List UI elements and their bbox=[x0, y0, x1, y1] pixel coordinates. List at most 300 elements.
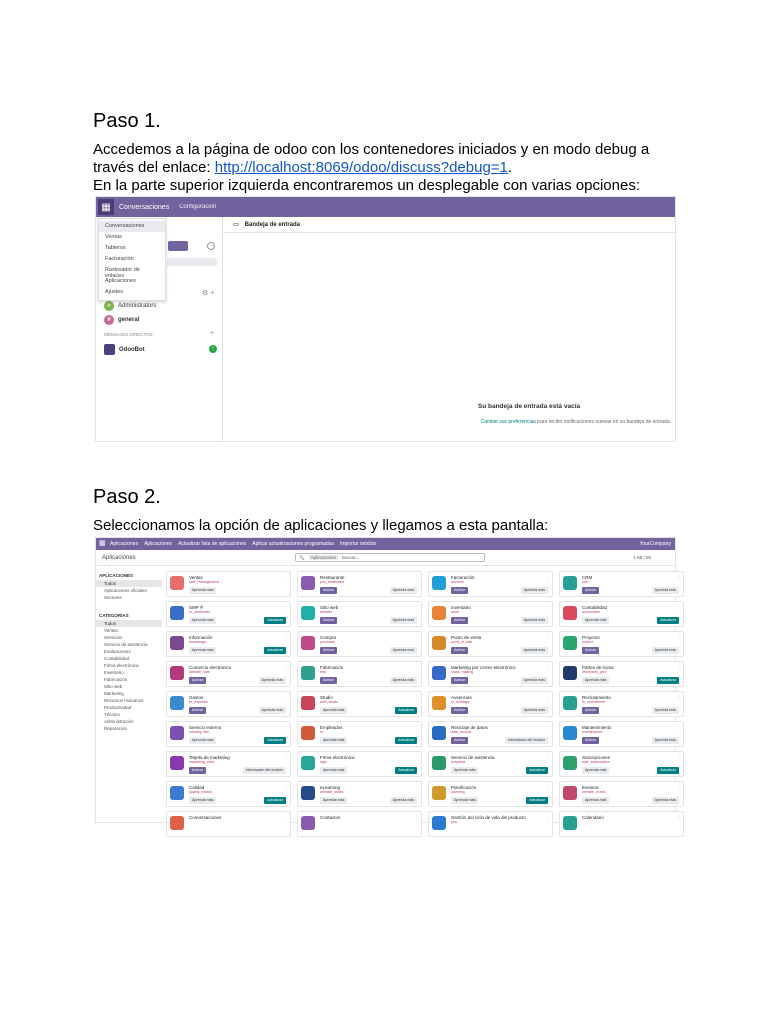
app-icon bbox=[563, 606, 577, 620]
app-card[interactable] bbox=[559, 661, 684, 687]
app-menu-icon[interactable]: ⋮ bbox=[415, 814, 419, 819]
dropdown-item[interactable]: Conversaciones bbox=[99, 221, 165, 232]
app-icon bbox=[301, 816, 315, 830]
side-item-category[interactable]: Reparación bbox=[104, 726, 128, 731]
app-learn-more-button[interactable]: Aprenda más bbox=[451, 767, 478, 774]
app-learn-more-button[interactable]: Aprenda más bbox=[582, 767, 609, 774]
company-name[interactable]: YourCompany bbox=[639, 541, 671, 547]
app-learn-more-button[interactable]: Aprenda más bbox=[652, 707, 679, 714]
app-technical-name: account bbox=[451, 580, 464, 584]
app-update-button[interactable]: Actualizar bbox=[657, 617, 679, 624]
app-learn-more-button[interactable]: Aprenda más bbox=[582, 617, 609, 624]
app-card[interactable] bbox=[428, 721, 553, 747]
app-activate-button[interactable]: Activar bbox=[320, 647, 337, 654]
inbox-header bbox=[223, 217, 675, 233]
app-card[interactable] bbox=[428, 691, 553, 717]
dropdown-item[interactable]: Rastreador de enlaces bbox=[105, 267, 140, 279]
top-navbar bbox=[96, 197, 675, 217]
start-button[interactable] bbox=[168, 241, 188, 251]
app-name: Reclutamiento bbox=[582, 695, 611, 700]
search-facet[interactable]: Aplicaciones bbox=[310, 555, 336, 560]
app-card[interactable] bbox=[166, 721, 291, 747]
app-icon bbox=[432, 726, 446, 740]
app-card[interactable] bbox=[297, 661, 422, 687]
more-icon[interactable]: ··· bbox=[208, 243, 214, 249]
app-activate-button[interactable]: Activar bbox=[582, 737, 599, 744]
search-icon: 🔍 bbox=[299, 554, 305, 560]
app-name: Proyecto bbox=[582, 635, 600, 640]
app-learn-more-button[interactable]: Aprenda más bbox=[652, 647, 679, 654]
app-update-button[interactable]: Actualizar bbox=[526, 767, 548, 774]
app-technical-name: purchase bbox=[320, 640, 335, 644]
app-icon bbox=[301, 726, 315, 740]
app-card[interactable] bbox=[297, 781, 422, 807]
app-activate-button[interactable]: Activar bbox=[189, 677, 206, 684]
step2-heading: Paso 2. bbox=[93, 486, 161, 508]
side-item-category[interactable]: Todos bbox=[96, 620, 162, 627]
app-update-button[interactable]: Actualizar bbox=[264, 647, 286, 654]
app-name: Suscripciones bbox=[582, 755, 611, 760]
app-menu-icon[interactable]: ⋮ bbox=[415, 724, 419, 729]
app-update-button[interactable]: Actualizar bbox=[264, 737, 286, 744]
apps-menu-icon[interactable]: ▦ bbox=[99, 540, 106, 547]
app-menu-icon[interactable]: ⋮ bbox=[415, 634, 419, 639]
app-update-button[interactable]: Actualizar bbox=[395, 767, 417, 774]
dropdown-item[interactable]: Tableros bbox=[105, 245, 126, 251]
app-learn-more-button[interactable]: Aprenda más bbox=[259, 707, 286, 714]
channel-item[interactable] bbox=[104, 315, 139, 325]
add-chat-icon[interactable]: + bbox=[210, 330, 215, 337]
app-learn-more-button[interactable]: Aprenda más bbox=[189, 737, 216, 744]
app-learn-more-button[interactable]: Aprenda más bbox=[390, 797, 417, 804]
app-name: Calidad bbox=[189, 785, 205, 790]
apps-sidebar bbox=[96, 567, 162, 822]
app-update-button[interactable]: Actualizar bbox=[395, 707, 417, 714]
app-icon bbox=[170, 756, 184, 770]
nav-item[interactable]: Importar módulo bbox=[339, 541, 377, 547]
app-card[interactable] bbox=[297, 751, 422, 777]
step1-text-end: . bbox=[507, 159, 513, 176]
app-icon bbox=[432, 666, 446, 680]
dropdown-item[interactable]: Ventas bbox=[105, 234, 122, 240]
step2-paragraph: Seleccionamos la opción de aplicaciones y llegamos a esta pantalla: bbox=[93, 517, 549, 534]
app-name: Gastos bbox=[189, 695, 204, 700]
apps-grid bbox=[166, 571, 681, 837]
app-card[interactable] bbox=[166, 601, 291, 627]
app-update-button[interactable]: Actualizar bbox=[395, 737, 417, 744]
app-card[interactable] bbox=[428, 571, 553, 597]
pager[interactable]: 1-55 / 55 bbox=[633, 555, 651, 560]
app-name: Facturación bbox=[451, 575, 475, 580]
app-icon bbox=[563, 636, 577, 650]
app-info-button[interactable]: Información del módulo bbox=[505, 737, 548, 744]
app-name: Servicio externo bbox=[189, 725, 222, 730]
hash-icon: # bbox=[104, 301, 114, 311]
app-activate-button[interactable]: Activar bbox=[320, 587, 337, 594]
channel-tools-icon[interactable]: ⚙ + bbox=[202, 290, 215, 297]
nav-item[interactable]: Aplicaciones bbox=[144, 541, 173, 547]
app-activate-button[interactable]: Activar bbox=[582, 587, 599, 594]
app-card[interactable] bbox=[559, 631, 684, 657]
app-menu-icon[interactable]: ⋮ bbox=[284, 724, 288, 729]
app-activate-button[interactable]: Activar bbox=[451, 617, 468, 624]
side-item-category[interactable]: Servicio de asistencia bbox=[104, 642, 148, 647]
app-icon bbox=[563, 816, 577, 830]
app-learn-more-button[interactable]: Aprenda más bbox=[320, 737, 347, 744]
app-icon bbox=[432, 576, 446, 590]
app-menu-icon[interactable]: ⋮ bbox=[546, 784, 550, 789]
app-activate-button[interactable]: Activar bbox=[451, 677, 468, 684]
app-update-button[interactable]: Actualizar bbox=[657, 677, 679, 684]
dropdown-item[interactable]: Ajustes bbox=[105, 289, 124, 295]
app-update-button[interactable]: Actualizar bbox=[526, 797, 548, 804]
app-activate-button[interactable]: Activar bbox=[451, 587, 468, 594]
app-learn-more-button[interactable]: Aprenda más bbox=[521, 707, 548, 714]
app-technical-name: point_of_sale bbox=[451, 640, 473, 644]
app-menu-icon[interactable]: ⋮ bbox=[415, 694, 419, 699]
app-icon bbox=[301, 576, 315, 590]
side-item-category[interactable]: Sitio web bbox=[104, 684, 123, 689]
side-header-categories: CATEGORÍAS bbox=[99, 613, 129, 618]
app-learn-more-button[interactable]: Aprenda más bbox=[521, 647, 548, 654]
app-icon bbox=[563, 696, 577, 710]
nav-item[interactable]: Aplicaciones bbox=[110, 541, 139, 547]
side-item-category[interactable]: Firma electrónica bbox=[104, 663, 139, 668]
app-menu-icon[interactable]: ⋮ bbox=[415, 574, 419, 579]
app-technical-name: website bbox=[320, 610, 333, 614]
app-update-button[interactable]: Actualizar bbox=[264, 617, 286, 624]
search-input[interactable] bbox=[295, 553, 485, 562]
app-name: Ausencias bbox=[451, 695, 472, 700]
app-menu-icon[interactable]: ⋮ bbox=[284, 784, 288, 789]
chat-item[interactable] bbox=[104, 344, 145, 355]
side-item[interactable]: Todos bbox=[96, 580, 162, 587]
app-name: Studio bbox=[320, 695, 333, 700]
side-item-category[interactable]: Ventas bbox=[104, 628, 118, 633]
app-card[interactable] bbox=[297, 601, 422, 627]
app-activate-button[interactable]: Activar bbox=[189, 707, 206, 714]
app-icon bbox=[301, 636, 315, 650]
app-menu-icon[interactable]: ⋮ bbox=[546, 694, 550, 699]
app-icon bbox=[170, 786, 184, 800]
app-technical-name: pos_restaurant bbox=[320, 580, 344, 584]
app-name: Fabricación bbox=[320, 665, 344, 670]
side-item-category[interactable]: Técnico bbox=[104, 712, 120, 717]
app-technical-name: hr bbox=[320, 730, 324, 734]
app-icon bbox=[170, 606, 184, 620]
app-card[interactable] bbox=[297, 721, 422, 747]
nav-title[interactable]: Conversaciones bbox=[119, 203, 170, 211]
app-learn-more-button[interactable]: Aprenda más bbox=[189, 587, 216, 594]
app-learn-more-button[interactable]: Aprenda más bbox=[521, 677, 548, 684]
app-learn-more-button[interactable]: Aprenda más bbox=[652, 587, 679, 594]
app-menu-icon[interactable]: ⋮ bbox=[677, 634, 681, 639]
app-menu-icon[interactable]: ⋮ bbox=[677, 754, 681, 759]
app-icon bbox=[432, 636, 446, 650]
app-technical-name: plm bbox=[451, 820, 457, 824]
bot-name: OdooBot bbox=[119, 346, 145, 353]
app-menu-icon[interactable]: ⋮ bbox=[546, 814, 550, 819]
app-card[interactable] bbox=[297, 811, 422, 837]
app-learn-more-button[interactable]: Aprenda más bbox=[451, 797, 478, 804]
apps-dropdown bbox=[98, 218, 166, 301]
app-learn-more-button[interactable]: Aprenda más bbox=[521, 617, 548, 624]
app-menu-icon[interactable]: ⋮ bbox=[415, 784, 419, 789]
app-card[interactable] bbox=[559, 721, 684, 747]
app-name: Tarjeta de marketing bbox=[189, 755, 230, 760]
app-card[interactable] bbox=[559, 751, 684, 777]
app-menu-icon[interactable]: ⋮ bbox=[677, 694, 681, 699]
step1-paragraph bbox=[93, 141, 693, 177]
app-name: Reciclaje de datos bbox=[451, 725, 488, 730]
app-name: Firma electrónica bbox=[320, 755, 355, 760]
app-update-button[interactable]: Actualizar bbox=[264, 797, 286, 804]
app-technical-name: hr_recruitment bbox=[582, 700, 606, 704]
app-card[interactable] bbox=[166, 811, 291, 837]
app-card[interactable] bbox=[428, 601, 553, 627]
app-card[interactable] bbox=[166, 781, 291, 807]
app-learn-more-button[interactable]: Aprenda más bbox=[521, 587, 548, 594]
app-menu-icon[interactable]: ⋮ bbox=[677, 814, 681, 819]
app-card[interactable] bbox=[297, 691, 422, 717]
app-learn-more-button[interactable]: Aprenda más bbox=[390, 587, 417, 594]
app-technical-name: mrp bbox=[320, 670, 327, 674]
empty-inbox-title: Su bandeja de entrada está vacía bbox=[477, 403, 581, 410]
app-menu-icon[interactable]: ⋮ bbox=[284, 664, 288, 669]
app-learn-more-button[interactable]: Aprenda más bbox=[189, 647, 216, 654]
search-placeholder: Buscar... bbox=[341, 555, 360, 560]
app-technical-name: stock bbox=[451, 610, 460, 614]
app-learn-more-button[interactable]: Aprenda más bbox=[390, 617, 417, 624]
app-icon bbox=[301, 756, 315, 770]
app-name: Ventas bbox=[189, 575, 203, 580]
app-card[interactable] bbox=[166, 691, 291, 717]
app-icon bbox=[432, 786, 446, 800]
app-learn-more-button[interactable]: Aprenda más bbox=[320, 707, 347, 714]
app-activate-button[interactable]: Activar bbox=[451, 737, 468, 744]
app-technical-name: accountant bbox=[582, 610, 600, 614]
side-item[interactable]: Sectores bbox=[104, 595, 122, 600]
app-technical-name: website_slides bbox=[320, 790, 344, 794]
app-menu-icon[interactable]: ⋮ bbox=[284, 634, 288, 639]
app-menu-icon[interactable]: ⋮ bbox=[415, 604, 419, 609]
app-activate-button[interactable]: Activar bbox=[451, 647, 468, 654]
app-technical-name: hr_expense bbox=[189, 700, 208, 704]
app-menu-icon[interactable]: ⋮ bbox=[546, 604, 550, 609]
app-menu-icon[interactable]: ⋮ bbox=[546, 574, 550, 579]
app-name: Inventario bbox=[451, 605, 471, 610]
app-learn-more-button[interactable]: Aprenda más bbox=[390, 647, 417, 654]
app-menu-icon[interactable]: ⋮ bbox=[677, 724, 681, 729]
app-learn-more-button[interactable]: Aprenda más bbox=[390, 677, 417, 684]
app-menu-icon[interactable]: ⋮ bbox=[677, 784, 681, 789]
app-name: Eventos bbox=[582, 785, 599, 790]
dropdown-item[interactable]: Facturación bbox=[105, 256, 134, 262]
debug-link[interactable]: http://localhost:8069/odoo/discuss?debug=1 bbox=[214, 159, 508, 176]
app-activate-button[interactable]: Activar bbox=[189, 767, 206, 774]
app-card[interactable] bbox=[559, 811, 684, 837]
apps-menu-icon[interactable]: ▦ bbox=[98, 199, 114, 215]
app-icon bbox=[170, 666, 184, 680]
app-card[interactable] bbox=[428, 751, 553, 777]
app-name: Contactos bbox=[320, 815, 341, 820]
app-learn-more-button[interactable]: Aprenda más bbox=[259, 677, 286, 684]
unread-badge: ! bbox=[209, 345, 217, 353]
apps-navbar bbox=[96, 538, 675, 550]
nav-item[interactable]: Actualizar lista de aplicaciones bbox=[178, 541, 247, 547]
app-technical-name: planning bbox=[451, 790, 465, 794]
app-card[interactable] bbox=[428, 781, 553, 807]
app-learn-more-button[interactable]: Aprenda más bbox=[189, 617, 216, 624]
app-name: SMP ® bbox=[189, 605, 204, 610]
app-learn-more-button[interactable]: Aprenda más bbox=[582, 797, 609, 804]
app-technical-name: timesheet_grid bbox=[582, 670, 606, 674]
channel-item[interactable] bbox=[104, 301, 156, 311]
app-name: eLearning bbox=[320, 785, 341, 790]
app-update-button[interactable]: Actualizar bbox=[657, 767, 679, 774]
side-item-category[interactable]: Inventario bbox=[104, 670, 124, 675]
side-item-category[interactable]: Servicios bbox=[104, 635, 123, 640]
app-menu-icon[interactable]: ⋮ bbox=[677, 664, 681, 669]
app-menu-icon[interactable]: ⋮ bbox=[546, 754, 550, 759]
app-name: Restaurante bbox=[320, 575, 345, 580]
app-menu-icon[interactable]: ⋮ bbox=[546, 664, 550, 669]
app-icon bbox=[432, 816, 446, 830]
side-item-category[interactable]: Recursos Humanos bbox=[104, 698, 144, 703]
side-item-category[interactable]: Evaluaciones bbox=[104, 649, 131, 654]
app-card[interactable] bbox=[428, 631, 553, 657]
app-card[interactable] bbox=[559, 601, 684, 627]
app-menu-icon[interactable]: ⋮ bbox=[415, 754, 419, 759]
app-technical-name: knowledge bbox=[189, 640, 207, 644]
app-technical-name: sale_management bbox=[189, 580, 219, 584]
app-icon bbox=[563, 726, 577, 740]
nav-item[interactable]: Aplicar actualizaciones programadas bbox=[252, 541, 334, 547]
app-name: Marketing por correo electrónico bbox=[451, 665, 516, 670]
step1-heading: Paso 1. bbox=[93, 110, 161, 132]
app-learn-more-button[interactable]: Aprenda más bbox=[189, 797, 216, 804]
app-icon bbox=[301, 606, 315, 620]
app-card[interactable] bbox=[559, 691, 684, 717]
side-item[interactable]: Aplicaciones oficiales bbox=[104, 588, 147, 593]
app-technical-name: maintenance bbox=[582, 730, 603, 734]
app-technical-name: marketing_card bbox=[189, 760, 214, 764]
control-panel bbox=[96, 550, 675, 566]
nav-config[interactable]: Configuración bbox=[179, 204, 217, 210]
app-technical-name: crm bbox=[582, 580, 588, 584]
app-menu-icon[interactable]: ⋮ bbox=[677, 604, 681, 609]
screenshot-discuss bbox=[95, 196, 676, 442]
app-name: Punto de venta bbox=[451, 635, 482, 640]
side-item-category[interactable]: Marketing bbox=[104, 691, 124, 696]
app-icon bbox=[432, 606, 446, 620]
app-name: Partes de horas bbox=[582, 665, 614, 670]
app-menu-icon[interactable]: ⋮ bbox=[284, 694, 288, 699]
app-technical-name: sign bbox=[320, 760, 327, 764]
app-menu-icon[interactable]: ⋮ bbox=[546, 634, 550, 639]
sidebar-selected-row bbox=[167, 258, 217, 266]
app-name: CRM bbox=[582, 575, 593, 580]
side-item-category[interactable]: Contabilidad bbox=[104, 656, 130, 661]
app-icon bbox=[170, 576, 184, 590]
app-card[interactable] bbox=[559, 571, 684, 597]
category-list bbox=[96, 620, 162, 732]
side-item-category[interactable]: Productividad bbox=[104, 705, 132, 710]
app-activate-button[interactable]: Activar bbox=[320, 677, 337, 684]
app-name: Contabilidad bbox=[582, 605, 608, 610]
app-technical-name: industry_fsm bbox=[189, 730, 210, 734]
step1-text: Accedemos a la página de odoo con los contenedores iniciados y en modo debug a través del enlace: bbox=[93, 141, 650, 176]
app-name: Gestión del ciclo de vida del producto bbox=[451, 815, 526, 820]
app-name: Servicio de asistencia bbox=[451, 755, 495, 760]
empty-inbox-hint: Cambie sus preferencias para recibir notificaciones nuevas en su bandeja de entrada. bbox=[480, 419, 671, 425]
app-card[interactable] bbox=[297, 631, 422, 657]
app-learn-more-button[interactable]: Aprenda más bbox=[582, 677, 609, 684]
app-card[interactable] bbox=[166, 631, 291, 657]
app-name: Conversaciones bbox=[189, 815, 222, 820]
app-activate-button[interactable]: Activar bbox=[582, 647, 599, 654]
app-menu-icon[interactable]: ⋮ bbox=[415, 664, 419, 669]
app-activate-button[interactable]: Activar bbox=[320, 617, 337, 624]
app-learn-more-button[interactable]: Aprenda más bbox=[652, 797, 679, 804]
app-info-button[interactable]: Información del módulo bbox=[243, 767, 286, 774]
app-menu-icon[interactable]: ⋮ bbox=[284, 604, 288, 609]
direct-messages-header: MENSAJES DIRECTOS bbox=[104, 332, 153, 337]
app-activate-button[interactable]: Activar bbox=[451, 707, 468, 714]
app-technical-name: hr_workorder bbox=[189, 610, 211, 614]
app-technical-name: website_event bbox=[582, 790, 605, 794]
app-activate-button[interactable]: Activar bbox=[582, 707, 599, 714]
inbox-panel bbox=[222, 217, 675, 441]
app-technical-name: hr_holidays bbox=[451, 700, 470, 704]
app-icon bbox=[563, 666, 577, 680]
app-card[interactable] bbox=[166, 661, 291, 687]
app-card[interactable] bbox=[166, 751, 291, 777]
dropdown-item[interactable]: Aplicaciones bbox=[105, 278, 136, 284]
app-icon bbox=[563, 756, 577, 770]
hash-icon: # bbox=[104, 315, 114, 325]
app-name: Compra bbox=[320, 635, 337, 640]
side-item-category[interactable]: Fabricación bbox=[104, 677, 128, 682]
app-menu-icon[interactable]: ⋮ bbox=[284, 754, 288, 759]
preferences-link[interactable]: Cambie sus preferencias bbox=[480, 419, 536, 425]
screenshot-apps bbox=[95, 537, 681, 824]
app-learn-more-button[interactable]: Aprenda más bbox=[652, 737, 679, 744]
app-menu-icon[interactable]: ⋮ bbox=[284, 574, 288, 579]
app-technical-name: sale_subscription bbox=[582, 760, 610, 764]
side-header-apps: APLICACIONES bbox=[99, 573, 134, 578]
app-icon bbox=[170, 696, 184, 710]
app-menu-icon[interactable]: ⋮ bbox=[284, 814, 288, 819]
app-menu-icon[interactable]: ⋮ bbox=[546, 724, 550, 729]
app-card[interactable] bbox=[559, 781, 684, 807]
app-name: Calendario bbox=[582, 815, 604, 820]
app-technical-name: quality_control bbox=[189, 790, 213, 794]
app-technical-name: helpdesk bbox=[451, 760, 466, 764]
app-card[interactable] bbox=[428, 811, 553, 837]
app-icon bbox=[170, 726, 184, 740]
side-item-category[interactable]: Administración bbox=[104, 719, 134, 724]
app-learn-more-button[interactable]: Aprenda más bbox=[320, 797, 347, 804]
app-name: Empleados bbox=[320, 725, 343, 730]
app-learn-more-button[interactable]: Aprenda más bbox=[320, 767, 347, 774]
app-card[interactable] bbox=[428, 661, 553, 687]
app-icon bbox=[170, 636, 184, 650]
app-card[interactable] bbox=[297, 571, 422, 597]
app-card[interactable] bbox=[166, 571, 291, 597]
app-technical-name: web_studio bbox=[320, 700, 339, 704]
app-menu-icon[interactable]: ⋮ bbox=[677, 574, 681, 579]
